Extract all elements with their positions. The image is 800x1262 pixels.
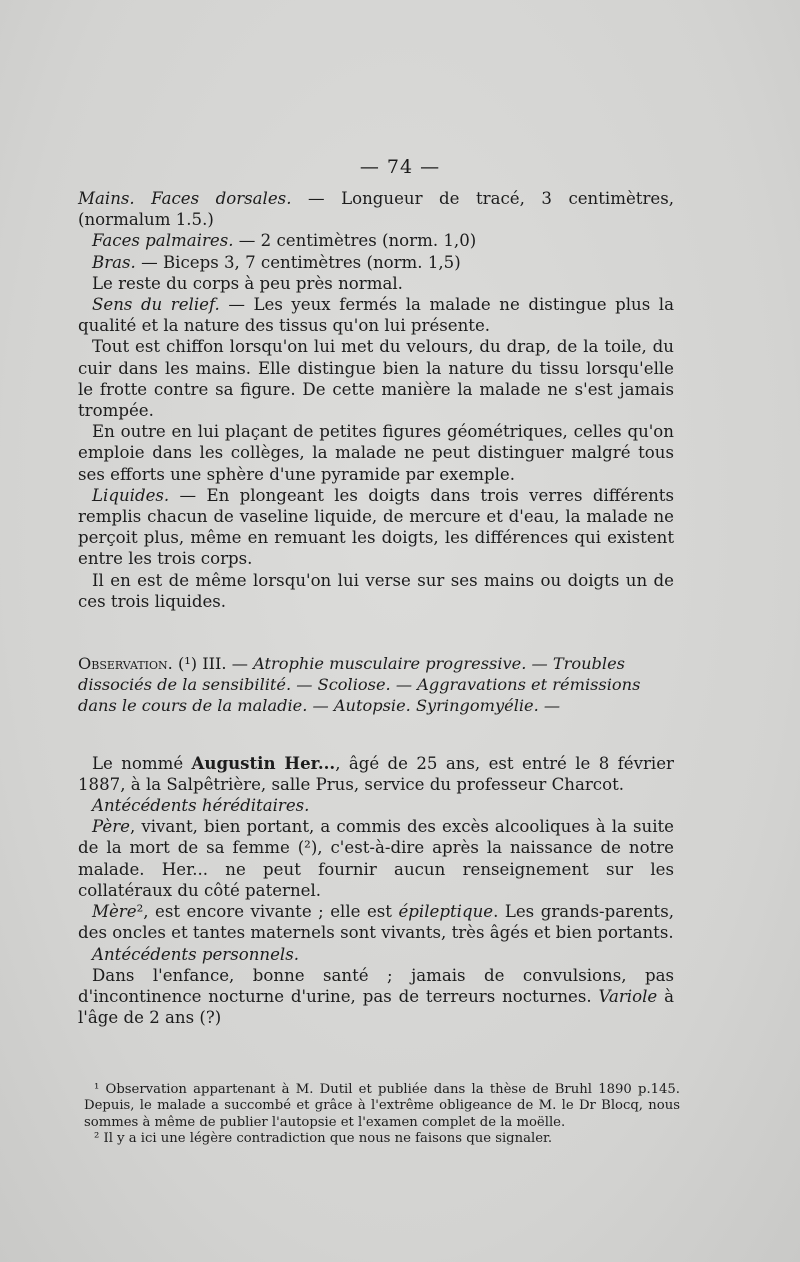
paragraph-faces-palmaires: Faces palmaires. — 2 centimètres (norm. 1,0) [92,231,477,251]
paragraph-mere: Mère², est encore vivante ; elle est épileptique. Les grands-parents, des oncles et tantes maternels sont vivants, très âgés et bien portants. [78,902,674,943]
paragraph-bras: Bras. — Biceps 3, 7 centimètres (norm. 1,5) [92,252,461,272]
footnote-2: ² Il y a ici une légère contradiction que nous ne faisons que signaler. [94,1131,553,1147]
paragraph-nomme: Le nommé Augustin Her..., âgé de 25 ans, est entré le 8 février 1887, à la Salpêtrière, salle Prus, service du professeur Charcot. [78,752,674,794]
paragraph-pere: Père, vivant, bien portant, a commis des excès alcooliques à la suite de la mort de sa femme (²), c'est-à-dire après la naissance de notre malade. Her... ne peut fournir aucun renseignement sur les collatéraux du côté paternel. [78,817,674,900]
paragraph-reste: Le reste du corps à peu près normal. [92,273,403,293]
paragraph-meme: Il en est de même lorsqu'on lui verse sur ses mains ou doigts un de ces trois liquides. [78,570,674,611]
paragraph-figures: En outre en lui plaçant de petites figures géométriques, celles qu'on emploie dans les collèges, la malade ne peut distinguer malgré tous ses efforts une sphère d'une pyramide par exemple. [78,422,674,484]
paragraph-sens-relief: Sens du relief. — Les yeux fermés la malade ne distingue plus la qualité et la nature des tissus qu'on lui présente. [78,295,674,336]
paragraph-mains: Mains. Faces dorsales. — Longueur de tracé, 3 centimètres, (normalum 1.5.) [78,189,674,230]
footnote-1: ¹ Observation appartenant à M. Dutil et publiée dans la thèse de Bruhl 1890 p.145. Depuis, le malade a succombé et grâce à l'extrême obligeance de M. le Dr Blocq, nous sommes à même de publier l'autopsie et l'examen complet de la moëlle. [84,1082,680,1130]
heading-antecedents-personnels: Antécédents personnels. [92,944,300,964]
paragraph-liquides: Liquides. — En plongeant les doigts dans trois verres différents remplis chacun de vaseline liquide, de mercure et d'eau, la malade ne perçoit plus, même en remuant les doigts, les différences qui existent entre les trois corps. [78,485,674,569]
page-number: — 74 — [359,156,441,178]
heading-antecedents-hereditaires: Antécédents héréditaires. [92,796,310,816]
main-text [78,188,674,1028]
paragraph-enfance: Dans l'enfance, bonne santé ; jamais de convulsions, pas d'incontinence nocturne d'urine, pas de terreurs nocturnes. Variole à l'âge de 2 ans (?) [78,965,674,1028]
footnotes [84,1082,680,1148]
observation-heading: Observation. (¹) III. — Atrophie musculaire progressive. — Troubles dissociés de la sensibilité. — Scoliose. — Aggravations et rémissions dans le cours de la maladie. — Autopsie. Syringomyélie. — [78,654,641,716]
paragraph-chiffon: Tout est chiffon lorsqu'on lui met du velours, du drap, de la toile, du cuir dans les mains. Elle distingue bien la nature du tissu lorsqu'elle le frotte contre sa figure. De cette manière la malade ne s'est jamais trompée. [78,337,674,421]
